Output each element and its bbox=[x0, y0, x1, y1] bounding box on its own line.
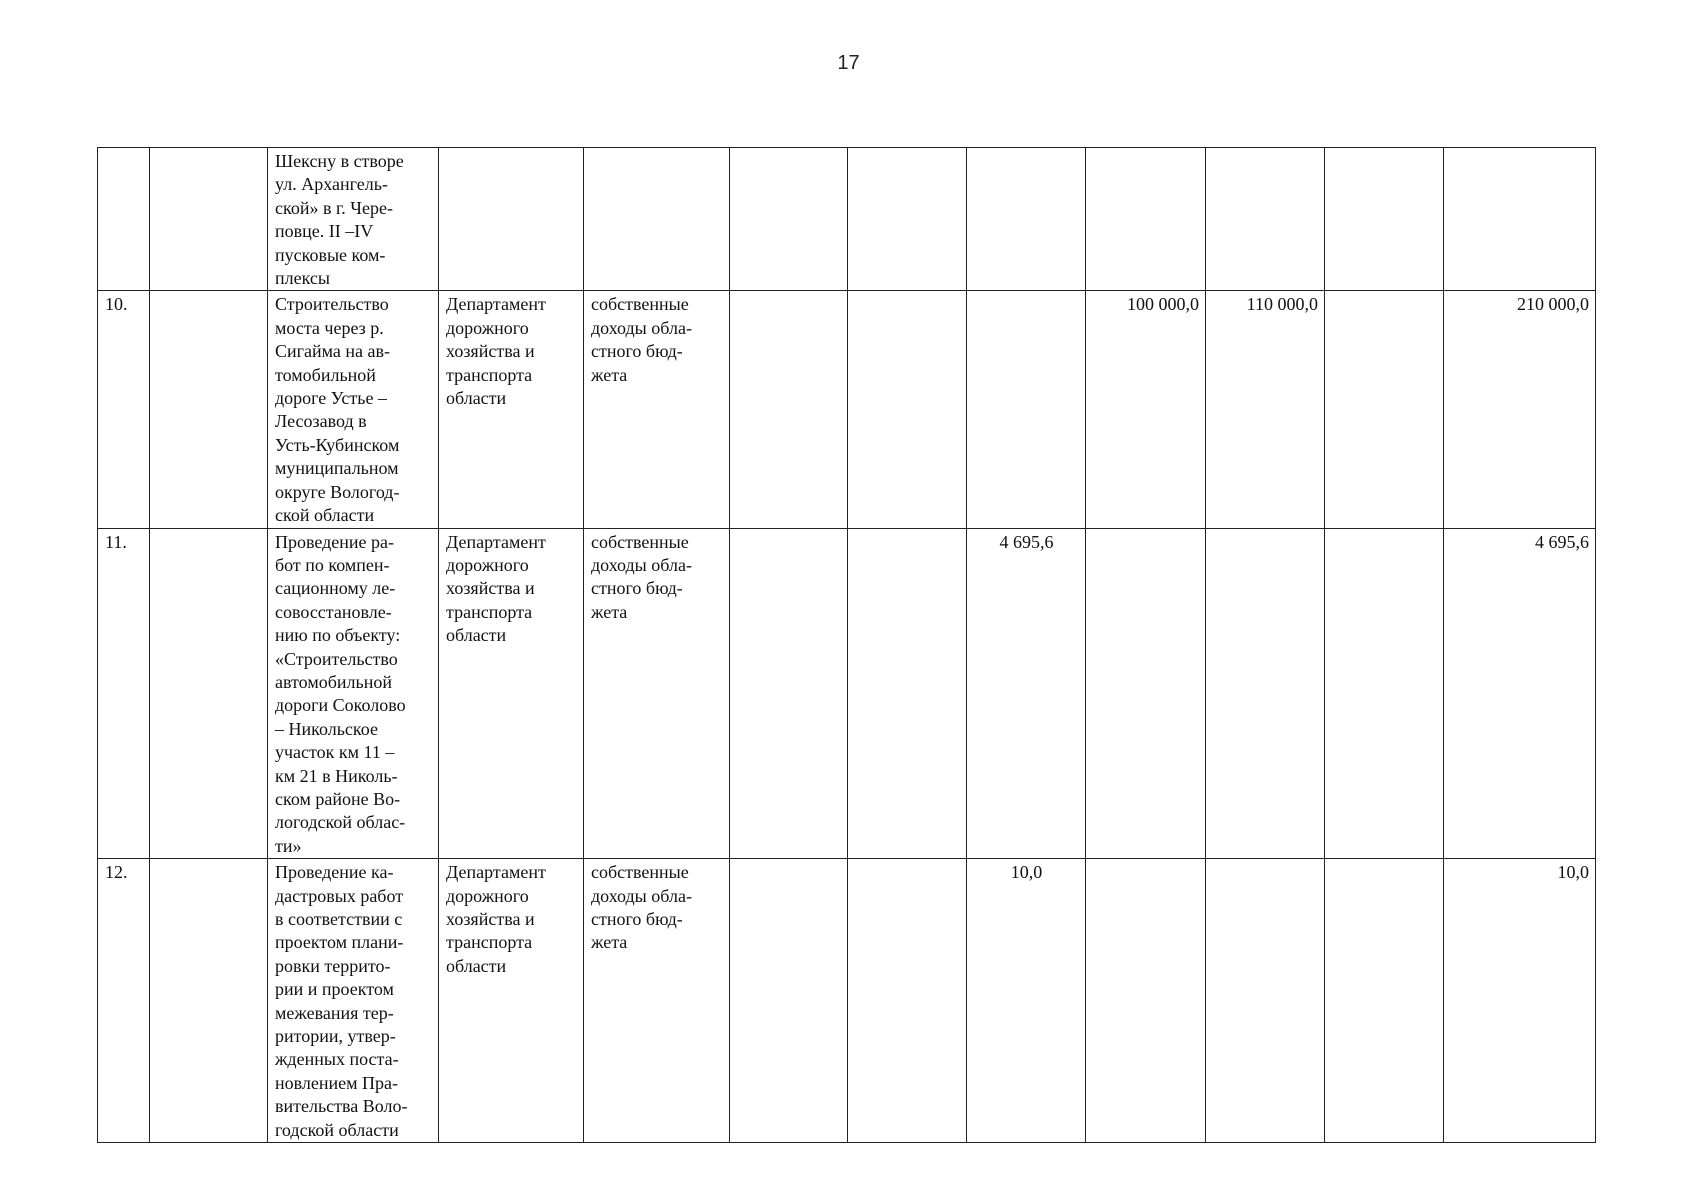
value-cell bbox=[730, 859, 848, 1143]
total-cell: 10,0 bbox=[1444, 859, 1596, 1143]
funding-source bbox=[584, 148, 730, 291]
value-cell bbox=[1325, 148, 1444, 291]
value-cell bbox=[1325, 859, 1444, 1143]
funding-source: собственные доходы обла- стного бюд- жета bbox=[584, 291, 730, 528]
value-cell bbox=[730, 528, 848, 859]
empty-cell bbox=[150, 859, 268, 1143]
activity-name: Строительство моста через р. Сигайма на ав- томобильной дороге Устье – Лесозавод в Усть-Кубинском муниципальном округе Вологод- ской области bbox=[268, 291, 439, 528]
table-row bbox=[98, 859, 1596, 1143]
row-number bbox=[98, 148, 150, 291]
value-cell bbox=[730, 291, 848, 528]
value-cell bbox=[1325, 291, 1444, 528]
activity-name: Проведение ра- бот по компен- сационному ле- совосстановле- нию по объекту: «Строительство автомобильной дороги Соколово – Никольское участок км 11 – км 21 в Николь- ском районе Во- логодской облас- ти» bbox=[268, 528, 439, 859]
row-number: 12. bbox=[98, 859, 150, 1143]
funding-source: собственные доходы обла- стного бюд- жета bbox=[584, 528, 730, 859]
activity-name: Шексну в створе ул. Архангель- ской» в г. Чере- повце. II –IV пусковые ком- плексы bbox=[268, 148, 439, 291]
funding-source: собственные доходы обла- стного бюд- жета bbox=[584, 859, 730, 1143]
row-number: 11. bbox=[98, 528, 150, 859]
table-row bbox=[98, 291, 1596, 528]
value-cell bbox=[848, 148, 967, 291]
value-cell: 110 000,0 bbox=[1206, 291, 1325, 528]
executor: Департамент дорожного хозяйства и транспорта области bbox=[439, 528, 584, 859]
executor: Департамент дорожного хозяйства и транспорта области bbox=[439, 291, 584, 528]
value-cell bbox=[1086, 528, 1206, 859]
empty-cell bbox=[150, 291, 268, 528]
value-cell bbox=[848, 291, 967, 528]
total-cell: 210 000,0 bbox=[1444, 291, 1596, 528]
value-cell bbox=[1325, 528, 1444, 859]
executor: Департамент дорожного хозяйства и транспорта области bbox=[439, 859, 584, 1143]
total-cell bbox=[1444, 148, 1596, 291]
value-cell bbox=[967, 148, 1086, 291]
table-row bbox=[98, 148, 1596, 291]
value-cell bbox=[967, 291, 1086, 528]
value-cell bbox=[1206, 859, 1325, 1143]
value-cell bbox=[1206, 528, 1325, 859]
value-cell bbox=[848, 859, 967, 1143]
value-cell bbox=[730, 148, 848, 291]
total-cell: 4 695,6 bbox=[1444, 528, 1596, 859]
empty-cell bbox=[150, 528, 268, 859]
value-cell bbox=[1086, 148, 1206, 291]
value-cell: 100 000,0 bbox=[1086, 291, 1206, 528]
activity-name: Проведение ка- дастровых работ в соответствии с проектом плани- ровки террито- рии и проектом межевания тер- ритории, утвер- жденных поста- новлением Пра- вительства Воло- годской области bbox=[268, 859, 439, 1143]
value-cell: 10,0 bbox=[967, 859, 1086, 1143]
executor bbox=[439, 148, 584, 291]
value-cell bbox=[1086, 859, 1206, 1143]
page-number: 17 bbox=[837, 52, 860, 74]
program-table bbox=[97, 147, 1596, 1143]
table-row bbox=[98, 528, 1596, 859]
value-cell bbox=[848, 528, 967, 859]
row-number: 10. bbox=[98, 291, 150, 528]
value-cell: 4 695,6 bbox=[967, 528, 1086, 859]
value-cell bbox=[1206, 148, 1325, 291]
empty-cell bbox=[150, 148, 268, 291]
